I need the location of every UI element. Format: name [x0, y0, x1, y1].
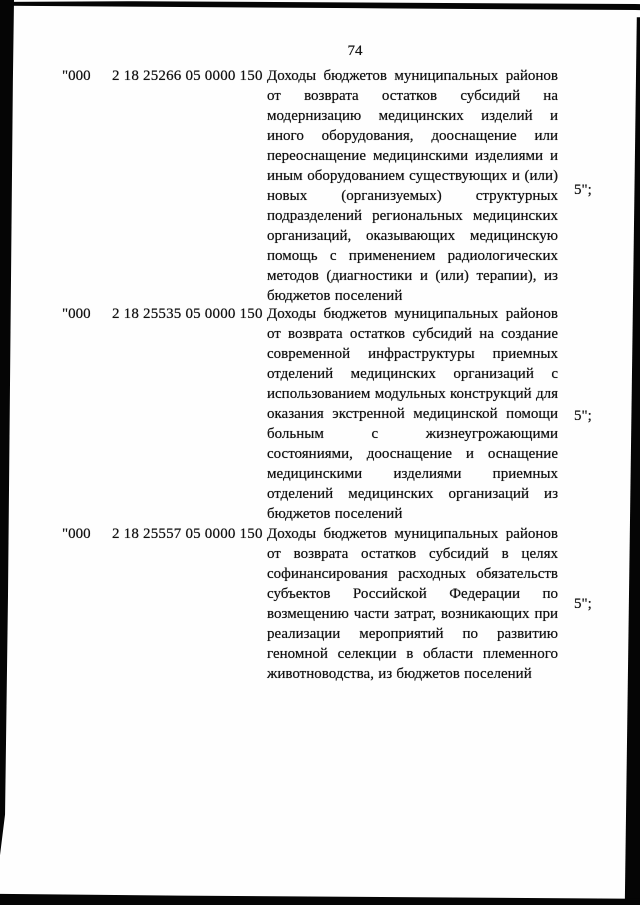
amendment-footnote-marker: 5"; [574, 596, 592, 612]
code-description: Доходы бюджетов муниципальных районов от возврата остатков субсидий на модернизацию медицинских изделий и иного оборудования, дооснащение или переоснащение медицинскими изделиями и иным оборудованием существующих и (или) новых (организуемых) структурных подразделений региональных медицинских организаций, оказывающих медицинскую помощь с применением радиологических методов (диагностики и (или) терапии), из бюджетов поселений [267, 68, 558, 304]
amendment-footnote-marker: 5"; [574, 182, 592, 198]
scan-artifact-right-edge [624, 0, 640, 905]
code-admin-prefix: "000 [62, 68, 91, 84]
code-admin-prefix: "000 [62, 306, 91, 322]
amendment-footnote-marker: 5"; [574, 408, 592, 424]
page-number: 74 [347, 43, 363, 59]
code-description: Доходы бюджетов муниципальных районов от возврата остатков субсидий в целях софинансирования расходных обязательств субъектов Российской Федерации по возмещению части затрат, возникающих при реализации мероприятий по развитию геномной селекции в области племенного животноводства, из бюджетов поселений [267, 526, 558, 682]
code-admin-prefix: "000 [62, 526, 91, 542]
budget-classification-code: 2 18 25266 05 0000 150 [112, 68, 263, 84]
scan-artifact-top-edge [8, 0, 640, 12]
scan-artifact-bottom-edge [0, 892, 640, 905]
code-description: Доходы бюджетов муниципальных районов от возврата остатков субсидий на создание современной инфраструктуры приемных отделений медицинских организаций с использованием модульных конструкций для оказания экстренной медицинской помощи больным с жизнеугрожающими состояниями, дооснащение и оснащение медицинскими изделиями приемных отделений медицинских организаций из бюджетов поселений [267, 306, 558, 522]
budget-classification-code: 2 18 25535 05 0000 150 [112, 306, 263, 322]
budget-classification-code: 2 18 25557 05 0000 150 [112, 526, 263, 542]
scan-artifact-left-edge [0, 0, 14, 905]
